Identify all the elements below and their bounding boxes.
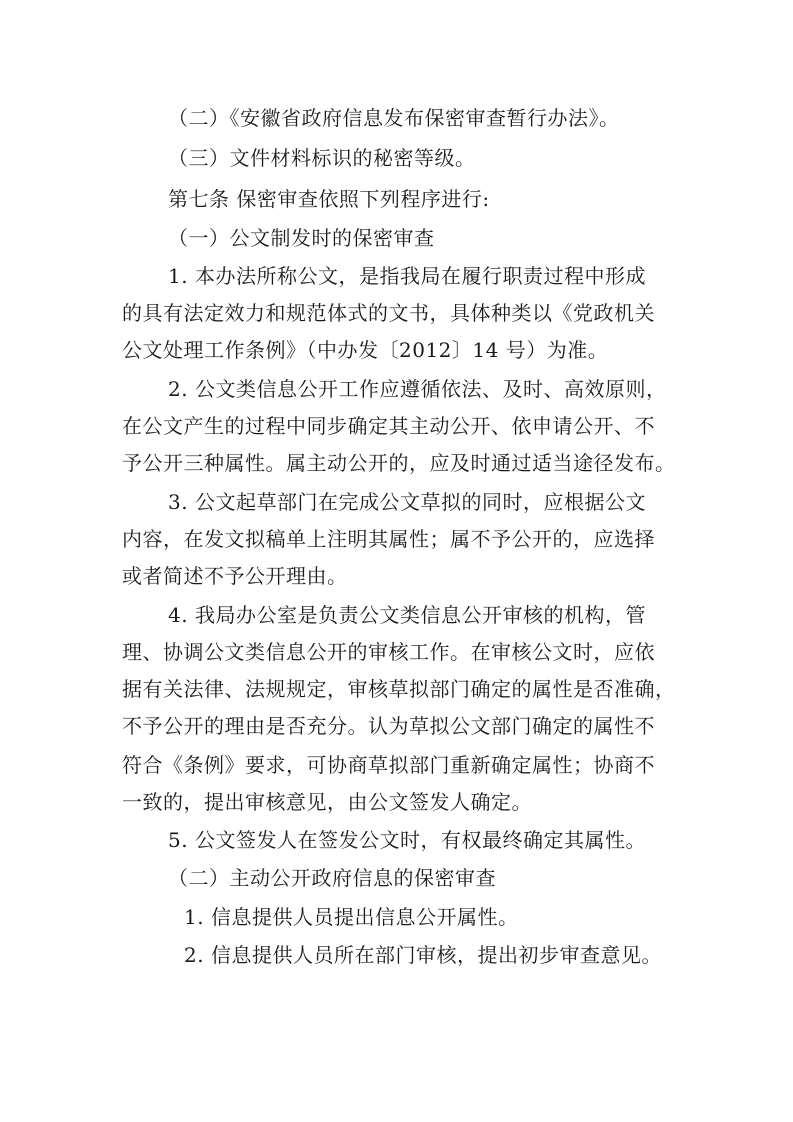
- text-line: 2. 信息提供人员所在部门审核，提出初步审查意见。: [184, 943, 662, 967]
- text-line: 1. 本办法所称公文，是指我局在履行职责过程中形成: [168, 264, 646, 288]
- text-line: 予公开三种属性。属主动公开的，应及时通过适当途径发布。: [122, 451, 676, 475]
- text-line: 一致的，提出审核意见，由公文签发人确定。: [122, 790, 532, 814]
- text-line: 1. 信息提供人员提出信息公开属性。: [184, 905, 519, 929]
- text-line: 2. 公文类信息公开工作应遵循依法、及时、高效原则，: [168, 377, 667, 401]
- text-line: 公文处理工作条例》（中办发〔2012〕14 号）为准。: [122, 338, 609, 362]
- text-line: 第七条 保密审查依照下列程序进行:: [168, 187, 490, 211]
- text-line: 内容，在发文拟稿单上注明其属性；属不予公开的，应选择: [122, 527, 655, 551]
- text-line: 4. 我局办公室是负责公文类信息公开审核的机构，管: [168, 603, 646, 627]
- text-line: （二）《安徽省政府信息发布保密审查暂行办法》。: [168, 106, 620, 130]
- text-line: 的具有法定效力和规范体式的文书，具体种类以《党政机关: [122, 301, 655, 325]
- text-line: 在公文产生的过程中同步确定其主动公开、依申请公开、不: [122, 414, 655, 438]
- text-line: 不予公开的理由是否充分。认为草拟公文部门确定的属性不: [122, 714, 655, 738]
- text-line: 符合《条例》要求，可协商草拟部门重新确定属性；协商不: [122, 753, 655, 777]
- text-line: 或者简述不予公开理由。: [122, 564, 348, 588]
- text-line: 据有关法律、法规规定，审核草拟部门确定的属性是否准确，: [122, 677, 676, 701]
- text-line: 5. 公文签发人在签发公文时，有权最终确定其属性。: [168, 828, 646, 852]
- text-line: （三）文件材料标识的秘密等级。: [168, 146, 476, 170]
- text-line: （一）公文制发时的保密审查: [168, 226, 435, 250]
- text-line: 理、协调公文类信息公开的审核工作。在审核公文时，应依: [122, 640, 655, 664]
- text-line: 3. 公文起草部门在完成公文草拟的同时，应根据公文: [168, 490, 646, 514]
- text-line: （二）主动公开政府信息的保密审查: [168, 866, 496, 890]
